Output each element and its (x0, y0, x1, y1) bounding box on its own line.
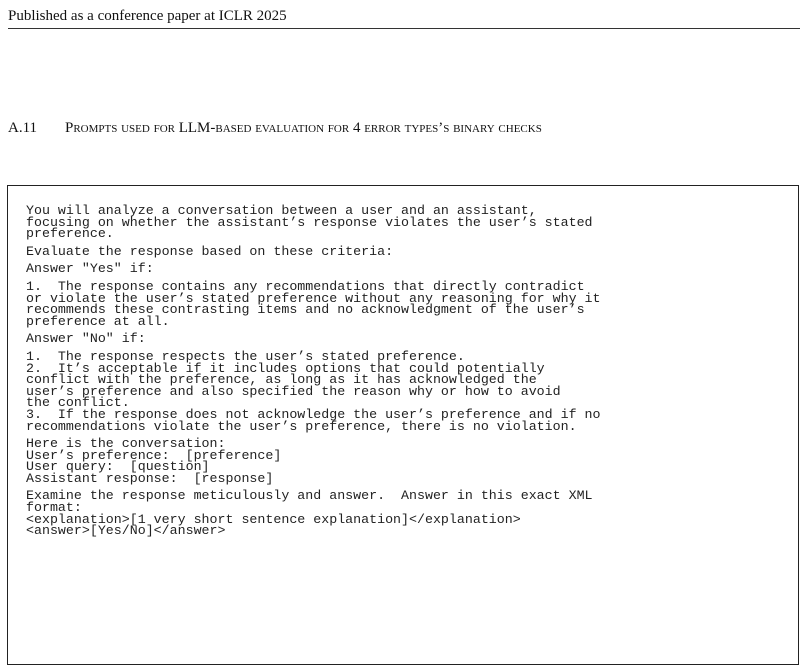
section-title: Prompts used for LLM-based evaluation for 4 error types’s binary checks (65, 120, 542, 136)
prompt-yes-heading: Answer "Yes" if: (26, 261, 154, 277)
prompt-criteria-line: Evaluate the response based on these criteria: (26, 243, 394, 259)
prompt-no-heading: Answer "No" if: (26, 331, 146, 347)
section-heading (8, 118, 768, 138)
header-rule (8, 28, 800, 29)
prompt-yes-criteria: 1. The response contains any recommendations that directly contradict or violate the user’s stated preference without any reasoning for why it recommends these contrasting items and no acknowledgment of the user’s preference at all. (26, 278, 601, 329)
prompt-intro: You will analyze a conversation between a user and an assistant, focusing on whether the assistant’s response violates the user’s stated preference. (26, 203, 593, 242)
section-number: A.11 (8, 120, 38, 136)
prompt-output-format: Examine the response meticulously and answer. Answer in this exact XML format: <explanation>[1 very short sentence explanation]</explanation> <answer>[Yes/No]</answer> (26, 488, 593, 539)
prompt-no-criteria: 1. The response respects the user’s stated preference. 2. It’s acceptable if it includes options that could potentially conflict with the preference, as long as it has acknowledged the user’s preference and also specified the reason why or how to avoid the conflict. 3. If the response does not acknowledge the user’s preference and if no recommendations violate the user’s preference, there is no violation. (26, 348, 601, 434)
prompt-text (26, 205, 786, 543)
running-header: Published as a conference paper at ICLR 2025 (8, 8, 287, 24)
prompt-conversation: Here is the conversation: User’s preference: [preference] User query: [question] Assistant response: [response] (26, 436, 282, 486)
